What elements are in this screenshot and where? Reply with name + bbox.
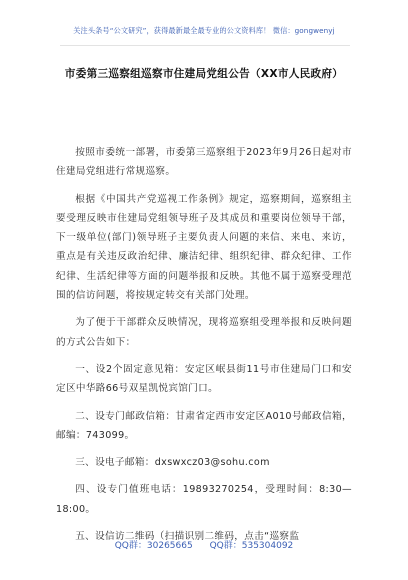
paragraph-scope: 根据《中国共产党巡视工作条例》规定，巡察期间，巡察组主要受理反映市住建局党组领导班子及其成员和重要岗位领导干部，下一级单位(部门)领导班子主要负责人问题的来信、来电、来访，重点是有关违反政治纪律、廉洁纪律、组织纪律、群众纪律、工作纪律、生活纪律等方面的问题举报和反映。其他不属于巡察受理范围的信访问题，将按规定转交有关部门处理。 <box>56 193 352 302</box>
document-body <box>56 143 352 554</box>
paragraph-methods-intro: 为了便于干部群众反映情况，现将巡察组受理举报和反映问题的方式公告如下： <box>56 317 352 348</box>
paragraph-item-5: 五、设信访二维码（扫描识别二维码，点击“巡察监 <box>75 531 300 543</box>
footer <box>0 538 408 551</box>
header-banner: 关注头条号“公文研究”，获得最新最全最专业的公文资料库！ 微信：gongwenyj <box>73 26 335 35</box>
footer-qq-group-1: QQ群：30265665 <box>114 541 193 551</box>
paragraph-item-1: 一、设2个固定意见箱：安定区岷县街11号市住建局门口和安定区中华路66号双星凯悦宾馆门口。 <box>56 363 352 395</box>
paragraph-item-4: 四、设专门值班电话：19893270254，受理时间：8:30—18:00。 <box>56 484 352 515</box>
paragraph-intro: 按照市委统一部署，市委第三巡察组于2023年9月26日起对市住建局党组进行常规巡察。 <box>56 147 352 178</box>
paragraph-item-3: 三、设电子邮箱：dxswxcz03@sohu.com <box>75 457 270 469</box>
document-title: 市委第三巡察组巡察市住建局党组公告（XX市人民政府） <box>64 68 344 80</box>
footer-qq-group-2: QQ群：535304092 <box>209 541 294 551</box>
header-divider <box>60 45 350 46</box>
paragraph-item-2: 二、设专门邮政信箱：甘肃省定西市安定区A010号邮政信箱，邮编：743099。 <box>56 410 352 441</box>
